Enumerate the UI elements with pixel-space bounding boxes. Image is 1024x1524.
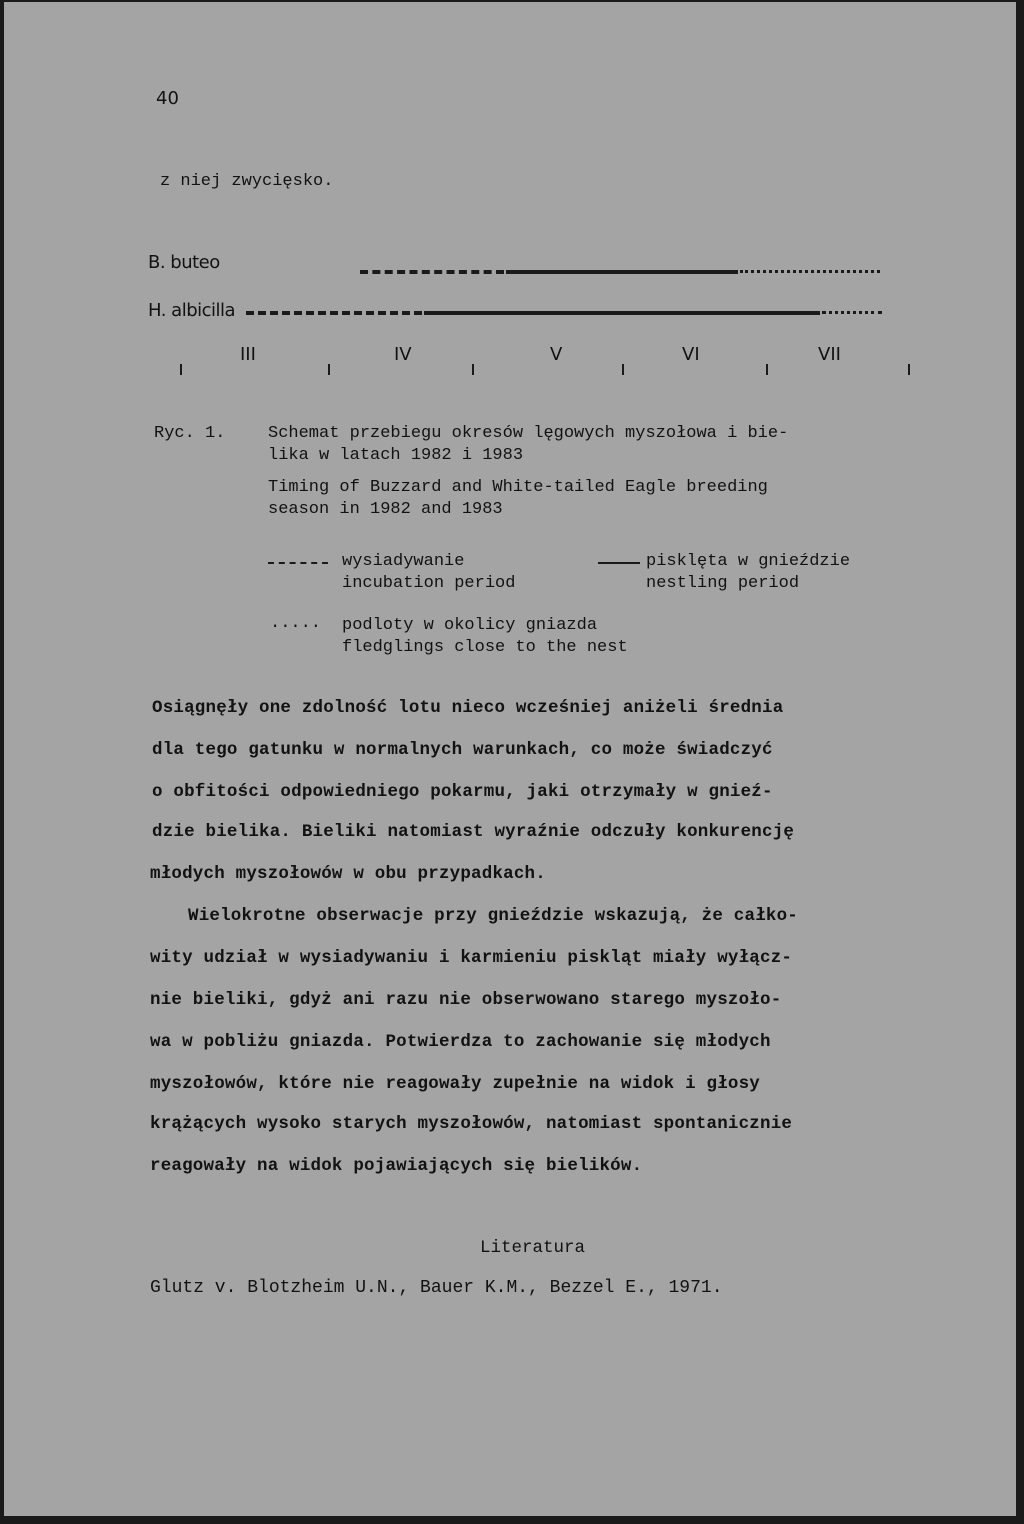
axis-tick [328,364,330,375]
body-line: nie bieliki, gdyż ani razu nie obserwowano starego myszoło- [150,990,782,1010]
body-line: wity udział w wysiadywaniu i karmieniu piskląt miały wyłącz- [150,948,793,968]
month-label-vi: VI [682,344,700,365]
legend-dashed-line [268,562,328,564]
page-number: 40 [156,88,179,109]
month-label-vii: VII [818,344,841,365]
document-page [4,2,1016,1516]
caption-en-line-1: Timing of Buzzard and White-tailed Eagle breeding [268,478,768,497]
body-line: młodych myszołowów w obu przypadkach. [150,864,546,884]
axis-tick [180,364,182,375]
body-line: Osiągnęły one zdolność lotu nieco wcześniej aniżeli średnia [152,698,784,718]
literature-heading: Literatura [480,1238,586,1258]
axis-tick [908,364,910,375]
body-line: myszołowów, które nie reagowały zupełnie na widok i głosy [150,1074,760,1094]
body-line: o obfitości odpowiedniego pokarmu, jaki otrzymały w gnieź- [152,782,773,802]
body-line: wa w pobliżu gniazda. Potwierdza to zachowanie się młodych [150,1032,771,1052]
body-line: Wielokrotne obserwacje przy gnieździe wskazują, że całko- [188,906,798,926]
body-line: reagowały na widok pojawiających się bielików. [150,1156,643,1176]
legend-nestling-en: nestling period [646,574,800,593]
legend-nestling-pl: pisklęta w gnieździe [646,552,851,571]
month-label-v: V [550,344,563,365]
axis-tick [472,364,474,375]
legend-dotted-symbol: ..... [270,614,322,633]
buteo-fledgling-bar [740,270,880,273]
legend-incubation-en: incubation period [342,574,516,593]
body-line: dzie bielika. Bieliki natomiast wyraźnie odczuły konkurencję [152,822,795,842]
albicilla-fledgling-bar [822,311,882,314]
legend-fledgling-en: fledglings close to the nest [342,638,628,657]
albicilla-incubation-bar [246,311,422,315]
species-label-buteo: B. buteo [148,252,220,273]
reference-entry: Glutz v. Blotzheim U.N., Bauer K.M., Bezzel E., 1971. [150,1278,723,1298]
buteo-incubation-bar [360,270,504,274]
axis-tick [766,364,768,375]
axis-tick [622,364,624,375]
caption-en-line-2: season in 1982 and 1983 [268,500,503,519]
buteo-nestling-bar [506,270,738,274]
intro-line: z niej zwycięsko. [160,172,334,191]
caption-pl-line-1: Schemat przebiegu okresów lęgowych myszołowa i bie- [268,424,789,443]
caption-label: Ryc. 1. [154,424,226,443]
species-label-albicilla: H. albicilla [148,300,236,321]
legend-solid-line [598,562,640,564]
legend-incubation-pl: wysiadywanie [342,552,465,571]
month-label-iii: III [240,344,256,365]
body-line: dla tego gatunku w normalnych warunkach, co może świadczyć [152,740,773,760]
body-line: krążących wysoko starych myszołowów, natomiast spontanicznie [150,1114,793,1134]
legend-fledgling-pl: podloty w okolicy gniazda [342,616,598,635]
albicilla-nestling-bar [424,311,820,315]
month-label-iv: IV [394,344,412,365]
caption-pl-line-2: lika w latach 1982 i 1983 [268,446,524,465]
